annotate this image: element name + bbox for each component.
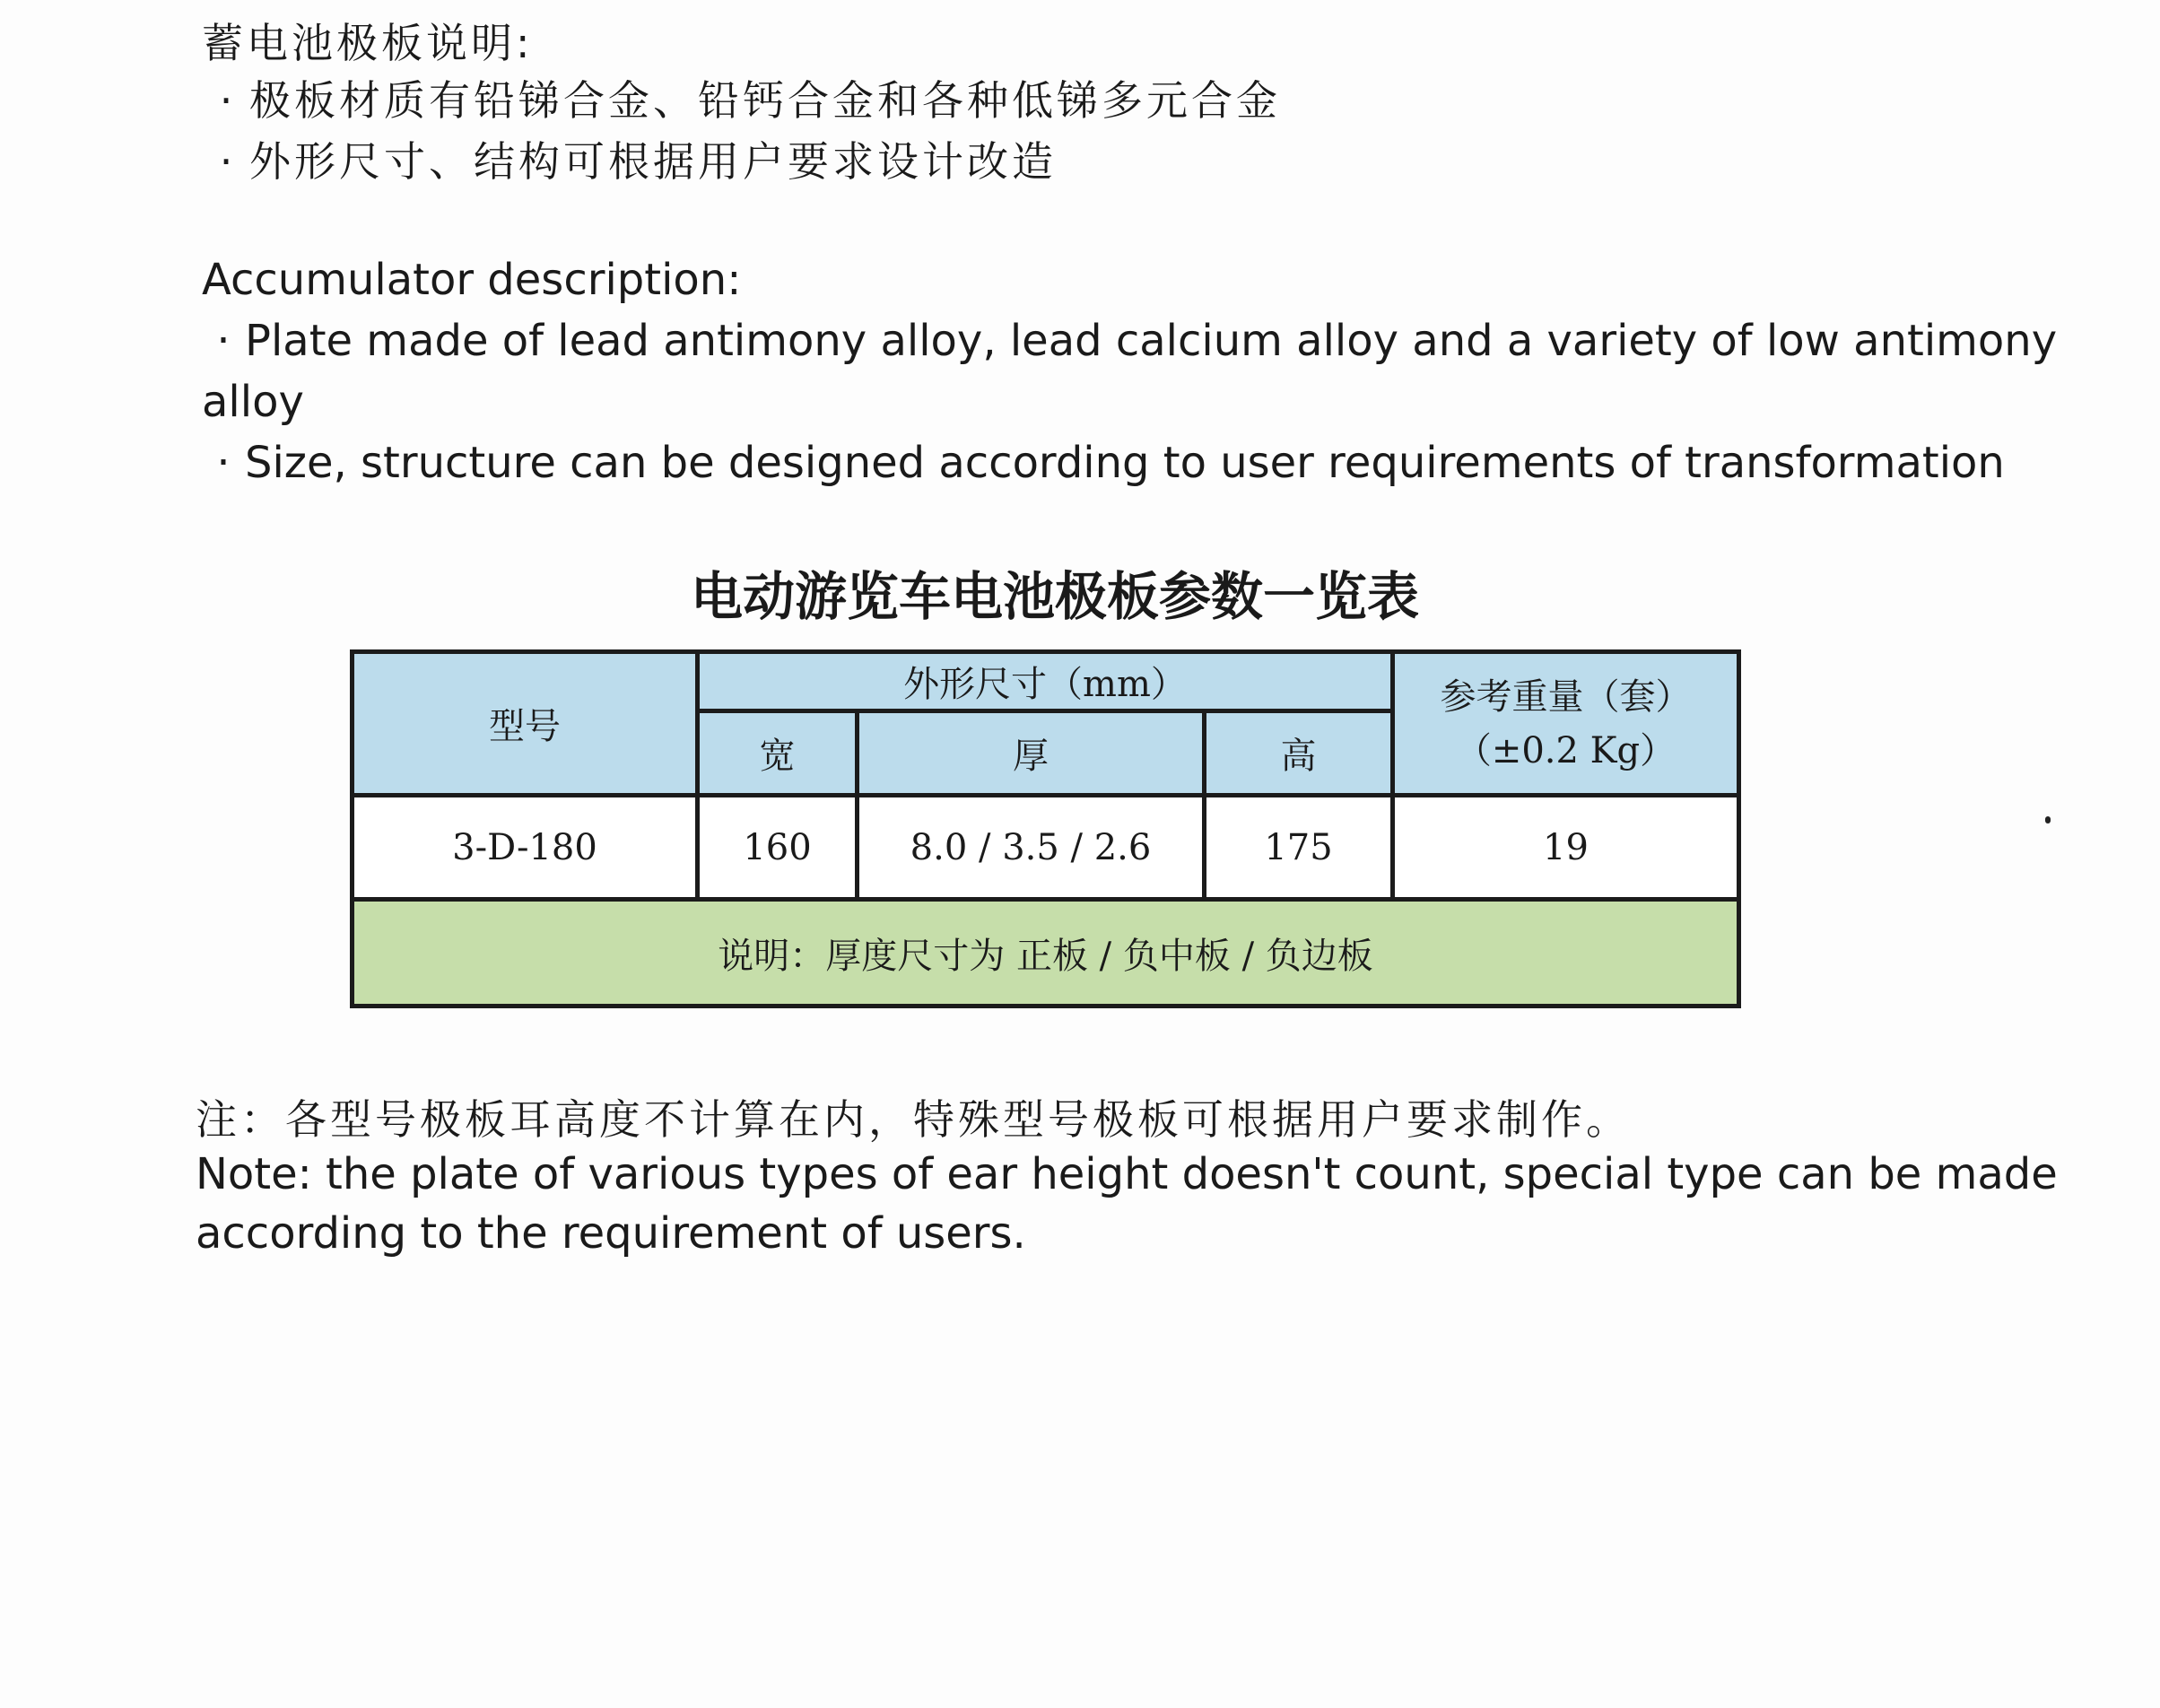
header-height: 高: [1205, 711, 1393, 796]
note-en: Note: the plate of various types of ear height doesn't count, special type can be made according to the requirement of users.: [196, 1149, 2058, 1259]
header-thickness: 厚: [858, 711, 1205, 796]
table-title: 电动游览车电池极板参数一览表: [690, 566, 1419, 627]
cell-thickness: 8.0 / 3.5 / 2.6: [858, 796, 1205, 900]
cell-model: 3-D-180: [353, 796, 698, 900]
bullet-dot-icon: ·: [219, 137, 237, 186]
scan-speck: [2045, 816, 2051, 824]
cell-weight: 19: [1393, 796, 1739, 900]
en-bullet-item: [202, 310, 2068, 432]
header-weight-line2: （±0.2 Kg）: [1455, 729, 1677, 771]
header-weight-line1: 参考重量（套）: [1440, 675, 1692, 718]
cn-bullet-text: 极板材质有铅锑合金、铅钙合金和各种低锑多元合金: [249, 76, 1281, 125]
bullet-dot-icon: ·: [216, 438, 231, 488]
en-bullet-list: [202, 310, 2068, 493]
header-model: 型号: [353, 652, 698, 796]
en-intro-title: Accumulator description:: [202, 255, 742, 305]
table-row: [353, 796, 1739, 900]
en-bullet-item: [202, 432, 2068, 493]
en-bullet-text: Plate made of lead antimony alloy, lead calcium alloy and a variety of low antimony alloy: [202, 316, 2058, 427]
note-cn: 注：各型号极板耳高度不计算在内，特殊型号极板可根据用户要求制作。: [196, 1095, 1631, 1144]
table-header-row: [353, 652, 1739, 711]
header-weight: [1393, 652, 1739, 796]
bullet-dot-icon: ·: [219, 76, 237, 125]
en-bullet-text: Size, structure can be designed according to user requirements of transformation: [245, 438, 2005, 488]
table-remark-row: [353, 900, 1739, 1006]
bullet-dot-icon: ·: [216, 316, 231, 366]
cn-bullet-item: [206, 70, 1281, 131]
cn-bullet-list: [206, 70, 1281, 192]
table-remark: 说明：厚度尺寸为 正板 / 负中板 / 负边板: [353, 900, 1739, 1006]
header-dimensions: 外形尺寸（mm）: [698, 652, 1393, 711]
header-width: 宽: [698, 711, 858, 796]
cell-width: 160: [698, 796, 858, 900]
cn-intro-title: 蓄电池极板说明:: [202, 19, 534, 67]
cell-height: 175: [1205, 796, 1393, 900]
cn-bullet-item: [206, 131, 1281, 192]
spec-table: [350, 649, 1741, 1008]
cn-bullet-text: 外形尺寸、结构可根据用户要求设计改造: [249, 137, 1057, 186]
